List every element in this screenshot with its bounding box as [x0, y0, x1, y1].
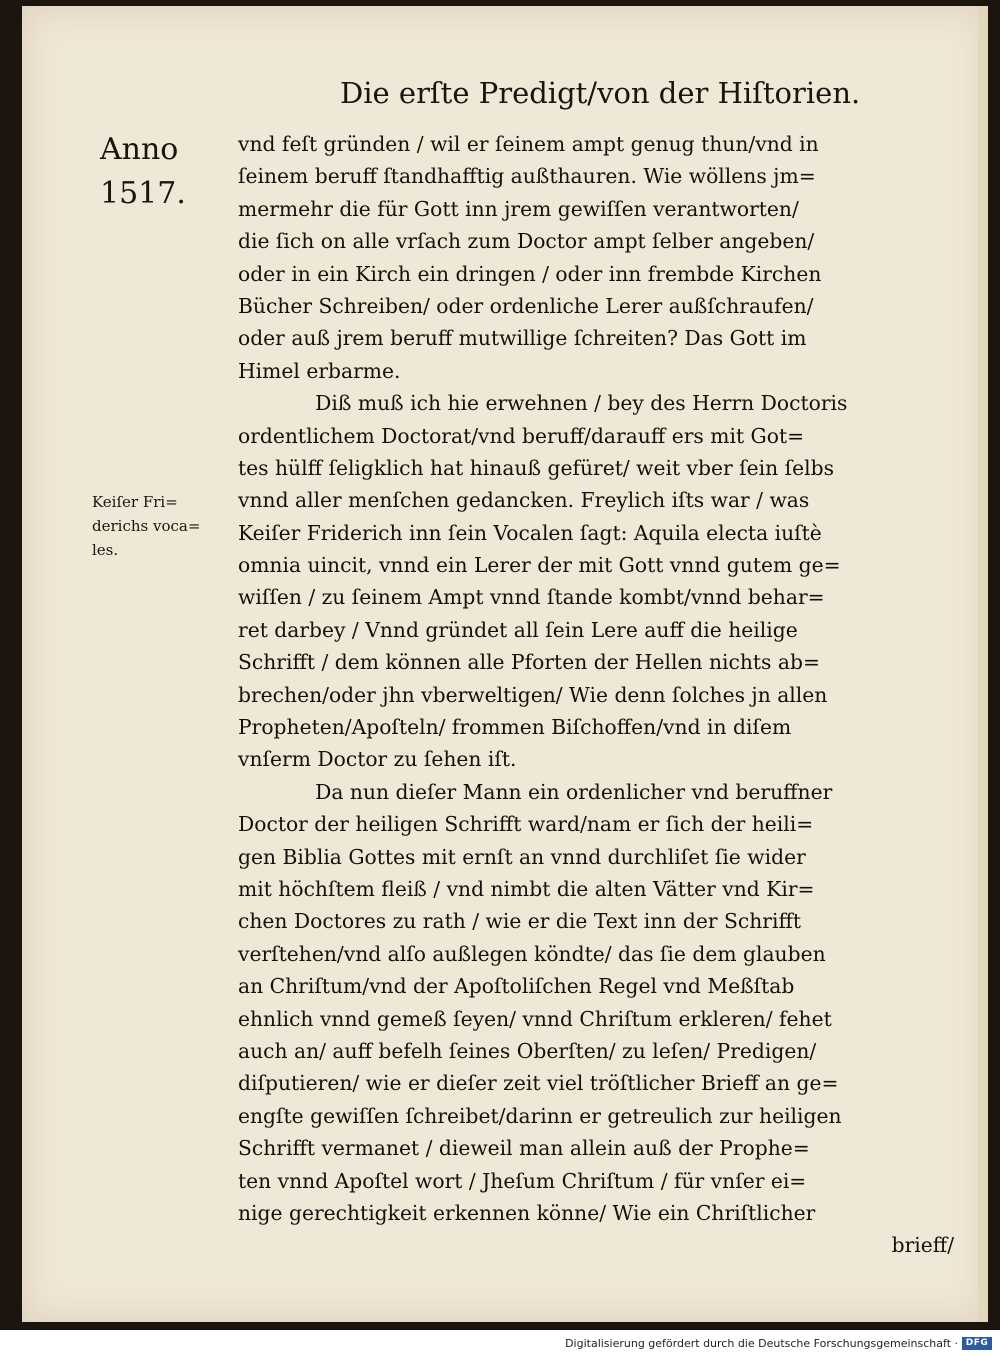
- margin-note-line: les.: [92, 541, 119, 559]
- text-line: oder auß jrem beruff mutwillige ſchreiten? Das Gott im: [238, 326, 807, 351]
- body-text: [238, 128, 968, 1262]
- text-line: mit höchſtem fleiß / vnd nimbt die alten Vätter vnd Kir=: [238, 876, 815, 901]
- text-line: vnnd aller menſchen gedancken. Freylich iſts war / was: [238, 488, 810, 513]
- footer-bar: [0, 1330, 1000, 1356]
- margin-anno: [100, 128, 186, 216]
- text-line: die ſich on alle vrſach zum Doctor ampt ſelber angeben/: [238, 229, 815, 254]
- text-line: tes hülff ſeligklich hat hinauß gefüret/ weit vber ſein ſelbs: [238, 455, 834, 480]
- text-line: omnia uincit, vnnd ein Lerer der mit Gott vnnd gutem ge=: [238, 553, 841, 578]
- text-line: an Chriſtum/vnd der Apoſtoliſchen Regel vnd Meßſtab: [238, 974, 795, 999]
- text-line: gen Biblia Gottes mit ernſt an vnnd durchliſet ſie wider: [238, 844, 806, 869]
- text-line: brechen/oder jhn vberweltigen/ Wie denn ſolches jn allen: [238, 682, 828, 707]
- text-line: Schrifft / dem können alle Pforten der Hellen nichts ab=: [238, 650, 820, 675]
- running-header: Die erſte Predigt/von der Hiſtorien.: [340, 76, 861, 110]
- anno-word: Anno: [100, 132, 179, 167]
- text-line: brieff/: [891, 1233, 955, 1258]
- text-line: chen Doctores zu rath / wie er die Text inn der Schrifft: [238, 909, 802, 934]
- text-line: vnſerm Doctor zu ſehen iſt.: [238, 747, 517, 772]
- text-line: Propheten/Apoſteln/ frommen Biſchoffen/vnd in diſem: [238, 715, 792, 740]
- text-line: oder in ein Kirch ein dringen / oder inn frembde Kirchen: [238, 261, 822, 286]
- text-line: engſte gewiſſen ſchreibet/darinn er getreulich zur heiligen: [238, 1103, 842, 1128]
- anno-year: 1517.: [100, 176, 186, 211]
- text-line: ehnlich vnnd gemeß ſeyen/ vnnd Chriſtum erkleren/ fehet: [238, 1006, 832, 1031]
- dfg-logo: DFG: [962, 1337, 992, 1350]
- page-edge: [978, 6, 988, 1322]
- text-line: vnd feſt gründen / wil er ſeinem ampt genug thun/vnd in: [238, 132, 819, 156]
- funding-notice: Digitalisierung gefördert durch die Deutsche Forschungsgemeinschaft ·: [565, 1337, 958, 1350]
- text-line: Diß muß ich hie erwehnen / bey des Herrn Doctoris: [315, 391, 848, 416]
- text-line: ſeinem beruff ſtandhafftig außthauren. Wie wöllens jm=: [238, 164, 816, 189]
- margin-note: [92, 490, 200, 562]
- text-line: nige gerechtigkeit erkennen könne/ Wie ein Chriſtlicher: [238, 1200, 816, 1225]
- text-line: diſputieren/ wie er dieſer zeit viel tröſtlicher Brieff an ge=: [238, 1071, 839, 1096]
- text-line: ret darbey / Vnnd gründet all ſein Lere auff die heilige: [238, 617, 798, 642]
- margin-note-line: Keiſer Fri=: [92, 493, 178, 511]
- text-line: mermehr die für Gott inn jrem gewiſſen verantworten/: [238, 196, 799, 221]
- text-line: auch an/ auff befelh ſeines Oberſten/ zu leſen/ Predigen/: [238, 1038, 817, 1063]
- text-line: Bücher Schreiben/ oder ordenliche Lerer außſchraufen/: [238, 293, 814, 318]
- text-line: ordentlichem Doctorat/vnd beruff/darauff ers mit Got=: [238, 423, 805, 448]
- text-line: Schrifft vermanet / dieweil man allein auß der Prophe=: [238, 1136, 810, 1161]
- text-line: wiſſen / zu ſeinem Ampt vnnd ſtande kombt/vnnd behar=: [238, 585, 825, 610]
- text-line: ten vnnd Apoſtel wort / Jheſum Chriſtum / für vnſer ei=: [238, 1168, 807, 1193]
- text-line: Da nun dieſer Mann ein ordenlicher vnd beruffner: [315, 779, 833, 804]
- text-line: Himel erbarme.: [238, 358, 401, 383]
- text-line: verſtehen/vnd alſo außlegen köndte/ das ſie dem glauben: [238, 941, 826, 966]
- text-line: Doctor der heiligen Schrifft ward/nam er ſich der heili=: [238, 812, 814, 837]
- text-line: Keiſer Friderich inn ſein Vocalen ſagt: Aquila electa iuſtè: [238, 520, 822, 545]
- margin-note-line: derichs voca=: [92, 517, 201, 535]
